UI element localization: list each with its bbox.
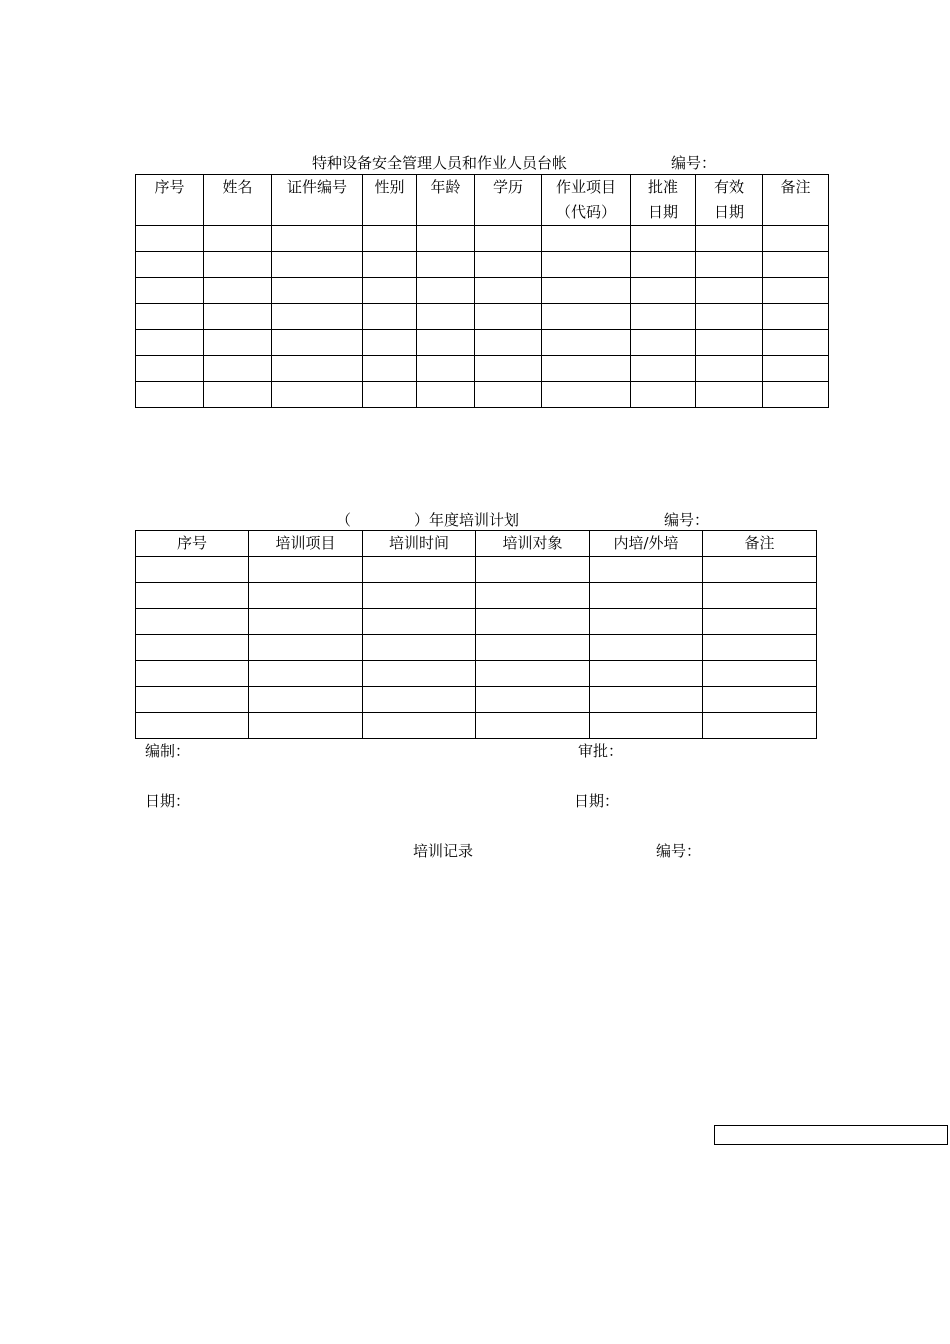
table-row	[136, 304, 829, 330]
table-cell	[272, 304, 363, 330]
table-cell	[136, 226, 204, 252]
table-cell	[136, 278, 204, 304]
table-cell	[703, 583, 817, 609]
table-cell	[249, 687, 363, 713]
table-cell	[363, 635, 476, 661]
table-cell	[590, 583, 703, 609]
ledger-header-cell	[417, 175, 475, 226]
table-cell	[136, 557, 249, 583]
table-cell	[542, 356, 631, 382]
plan-title-open: （	[336, 511, 352, 529]
table-cell	[475, 226, 542, 252]
table-cell	[542, 278, 631, 304]
ledger-header-cell	[763, 175, 829, 226]
table-cell	[590, 609, 703, 635]
table-cell	[542, 226, 631, 252]
ledger-header-cell	[696, 175, 763, 226]
table-cell	[763, 330, 829, 356]
ledger-header-cell	[631, 175, 696, 226]
table-row	[136, 609, 817, 635]
ledger-header-cell	[363, 175, 417, 226]
table-cell	[249, 635, 363, 661]
record-number-label: 编号：	[656, 842, 702, 860]
table-cell	[249, 661, 363, 687]
table-cell	[590, 557, 703, 583]
table-cell	[249, 557, 363, 583]
ledger-header-text: 证件编号	[286, 178, 347, 196]
table-cell	[763, 356, 829, 382]
plan-header-row	[136, 531, 817, 557]
ledger-header-cell	[204, 175, 272, 226]
table-cell	[363, 356, 417, 382]
plan-header-cell: 内培/外培	[590, 531, 703, 557]
plan-header-cell: 备注	[703, 531, 817, 557]
table-cell	[136, 583, 249, 609]
table-cell	[136, 356, 204, 382]
table-cell	[703, 713, 817, 739]
table-cell	[590, 635, 703, 661]
ledger-header-cell	[136, 175, 204, 226]
plan-number-label: 编号：	[664, 511, 710, 529]
table-cell	[136, 304, 204, 330]
table-cell	[696, 226, 763, 252]
table-cell	[363, 252, 417, 278]
table-cell	[542, 330, 631, 356]
table-cell	[763, 252, 829, 278]
table-cell	[136, 609, 249, 635]
table-cell	[476, 583, 590, 609]
plan-header-cell: 序号	[136, 531, 249, 557]
table-cell	[475, 304, 542, 330]
table-cell	[590, 713, 703, 739]
table-cell	[136, 252, 204, 278]
table-cell	[272, 382, 363, 408]
table-cell	[363, 278, 417, 304]
table-cell	[696, 330, 763, 356]
ledger-header-text: 姓名	[222, 178, 253, 196]
table-cell	[272, 226, 363, 252]
ledger-header-row	[136, 175, 829, 226]
table-cell	[696, 252, 763, 278]
ledger-header-text: 学历	[492, 178, 523, 196]
table-row	[136, 226, 829, 252]
date-left-label: 日期：	[145, 792, 191, 810]
table-cell	[631, 252, 696, 278]
table-cell	[417, 356, 475, 382]
table-cell	[475, 356, 542, 382]
table-cell	[136, 635, 249, 661]
table-cell	[272, 278, 363, 304]
table-row	[136, 661, 817, 687]
ledger-header-text-line2: 日期	[647, 203, 678, 221]
plan-header-cell: 培训对象	[476, 531, 590, 557]
table-cell	[204, 304, 272, 330]
table-cell	[363, 226, 417, 252]
table-cell	[631, 304, 696, 330]
table-row	[136, 356, 829, 382]
table-cell	[363, 609, 476, 635]
table-cell	[363, 304, 417, 330]
table-cell	[475, 252, 542, 278]
plan-header-cell: 培训时间	[363, 531, 476, 557]
table-cell	[136, 661, 249, 687]
table-cell	[631, 226, 696, 252]
ledger-header-text: 序号	[154, 178, 185, 196]
ledger-number-label: 编号：	[671, 154, 717, 172]
table-cell	[417, 304, 475, 330]
plan-header-cell: 培训项目	[249, 531, 363, 557]
table-cell	[272, 330, 363, 356]
table-cell	[204, 278, 272, 304]
ledger-header-text-line2: （代码）	[555, 203, 616, 221]
table-cell	[363, 557, 476, 583]
table-cell	[475, 278, 542, 304]
ledger-header-text: 批准	[647, 178, 678, 196]
table-cell	[475, 382, 542, 408]
table-cell	[417, 278, 475, 304]
ledger-header-text: 有效	[713, 178, 744, 196]
table-cell	[476, 609, 590, 635]
plan-table	[135, 530, 817, 739]
table-cell	[204, 356, 272, 382]
table-cell	[696, 356, 763, 382]
table-row	[136, 635, 817, 661]
ledger-header-cell	[272, 175, 363, 226]
table-cell	[417, 226, 475, 252]
table-cell	[542, 382, 631, 408]
table-cell	[696, 304, 763, 330]
table-row	[136, 382, 829, 408]
ledger-header-cell	[542, 175, 631, 226]
table-cell	[590, 687, 703, 713]
table-cell	[631, 330, 696, 356]
table-cell	[696, 382, 763, 408]
ledger-header-text-line2: 日期	[713, 203, 744, 221]
table-cell	[249, 609, 363, 635]
table-cell	[763, 304, 829, 330]
table-cell	[136, 713, 249, 739]
table-cell	[476, 635, 590, 661]
table-row	[136, 252, 829, 278]
table-cell	[542, 252, 631, 278]
table-cell	[363, 687, 476, 713]
table-cell	[763, 278, 829, 304]
table-cell	[136, 382, 204, 408]
ledger-header-text: 年龄	[430, 178, 461, 196]
table-cell	[204, 382, 272, 408]
table-cell	[763, 226, 829, 252]
table-cell	[696, 278, 763, 304]
table-cell	[703, 609, 817, 635]
approved-by-label: 审批：	[578, 742, 624, 760]
table-cell	[249, 583, 363, 609]
table-row	[136, 687, 817, 713]
table-cell	[475, 330, 542, 356]
table-cell	[703, 687, 817, 713]
table-cell	[703, 557, 817, 583]
table-row	[136, 330, 829, 356]
table-cell	[631, 382, 696, 408]
table-cell	[363, 713, 476, 739]
table-cell	[476, 687, 590, 713]
table-cell	[703, 661, 817, 687]
table-row	[136, 713, 817, 739]
table-cell	[363, 330, 417, 356]
table-cell	[204, 226, 272, 252]
ledger-table	[135, 174, 829, 408]
table-cell	[204, 252, 272, 278]
compiled-by-label: 编制：	[145, 742, 191, 760]
table-cell	[590, 661, 703, 687]
table-cell	[476, 557, 590, 583]
table-row	[136, 278, 829, 304]
ledger-header-cell	[475, 175, 542, 226]
table-cell	[249, 713, 363, 739]
ledger-header-text: 性别	[374, 178, 405, 196]
table-cell	[272, 252, 363, 278]
table-cell	[631, 278, 696, 304]
table-cell	[703, 635, 817, 661]
table-cell	[417, 252, 475, 278]
record-title: 培训记录	[413, 842, 474, 860]
table-cell	[136, 330, 204, 356]
table-cell	[363, 661, 476, 687]
table-cell	[631, 356, 696, 382]
table-cell	[204, 330, 272, 356]
plan-title: ）年度培训计划	[414, 511, 520, 529]
table-cell	[363, 382, 417, 408]
table-cell	[476, 661, 590, 687]
table-cell	[763, 382, 829, 408]
table-cell	[417, 330, 475, 356]
ledger-title: 特种设备安全管理人员和作业人员台帐	[312, 154, 568, 172]
table-cell	[272, 356, 363, 382]
date-right-label: 日期：	[574, 792, 620, 810]
table-cell	[417, 382, 475, 408]
ledger-header-text: 作业项目	[555, 178, 616, 196]
empty-box	[714, 1125, 948, 1145]
table-row	[136, 583, 817, 609]
table-cell	[136, 687, 249, 713]
ledger-header-text: 备注	[780, 178, 811, 196]
table-cell	[476, 713, 590, 739]
table-row	[136, 557, 817, 583]
table-cell	[542, 304, 631, 330]
table-cell	[363, 583, 476, 609]
